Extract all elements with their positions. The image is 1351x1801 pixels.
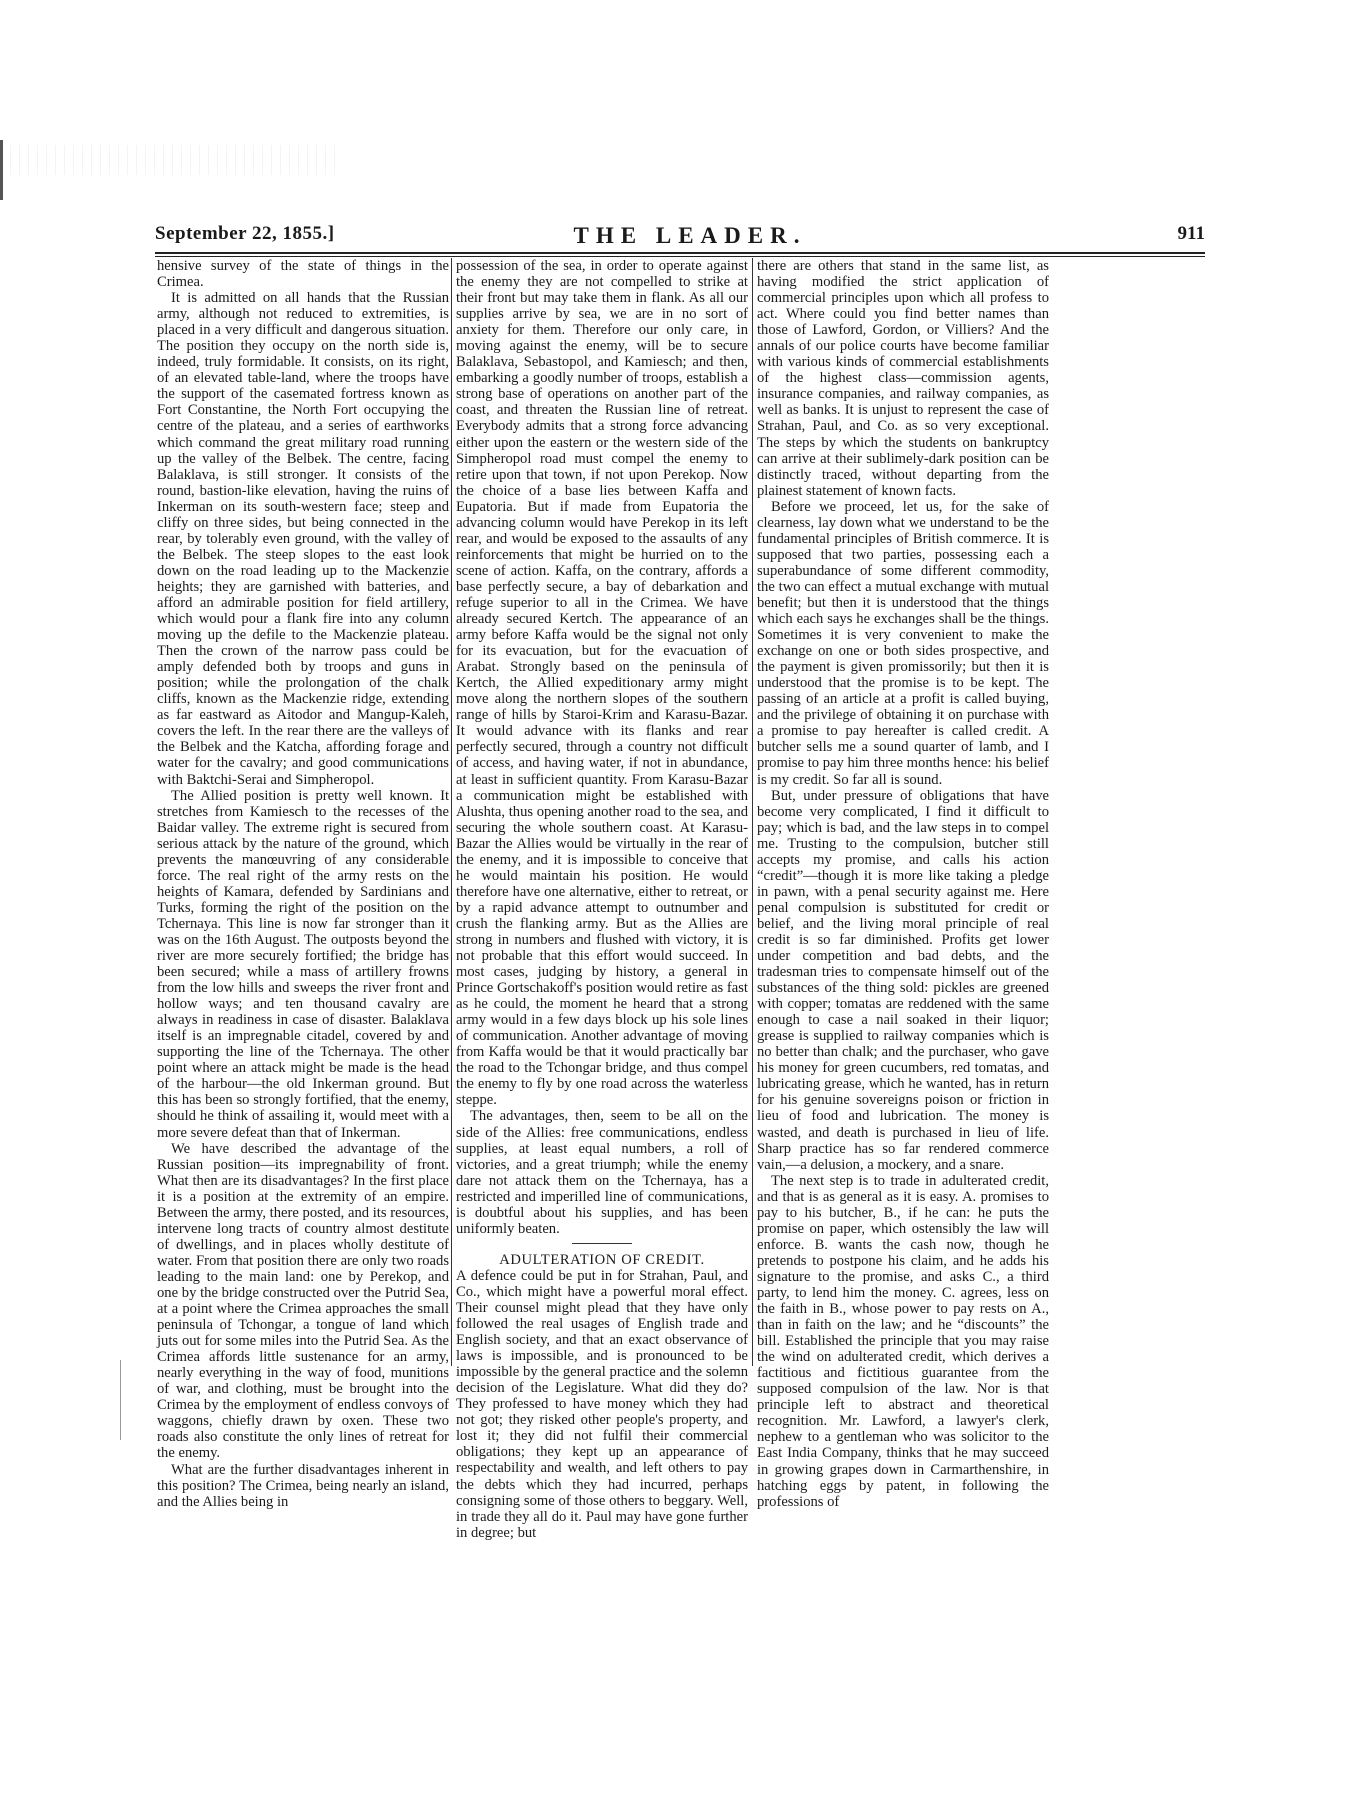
page-number: 911 <box>1177 223 1205 244</box>
header-rule <box>155 252 1205 254</box>
paragraph: A defence could be put in for Strahan, Paul, and Co., which might have a powerful moral effect. Their counsel might plead that they have only followed the real usages of English trade and English society, and that an exact observance of laws is impossible, and is pronounced to be impossible by the general practice and the solemn decision of the Legislature. What did they do? They professed to have money which they had not got; they risked other people's property, and lost it; they did not fulfil their commercial obligations; they kept up an appearance of respectability and wealth, and left others to pay the debts which they had incurred, perhaps consigning some of those others to beggary. Well, in trade they all do it. Paul may have gone further in degree; but <box>456 1267 748 1541</box>
paragraph: We have described the advantage of the Russian position—its impregnability of front. What then are its disadvantages? In the first place it is a position at the extremity of an empire. Between the army, there posted, and its resources, intervene long tracts of country almost destitute of dwellings, and in places wholly destitute of water. From that position there are only two roads leading to the main land: one by Perekop, and one by the bridge constructed over the Putrid Sea, at a point where the Crimea approaches the small peninsula of Tchongar, a tongue of land which juts out for some miles into the Putrid Sea. As the Crimea affords little sustenance for an army, nearly everything in the way of food, munitions of war, and clothing, must be brought into the Crimea by the employment of endless convoys of waggons, chiefly drawn by oxen. These two roads also constitute the only lines of retreat for the enemy. <box>157 1140 449 1462</box>
publication-title: THE LEADER. <box>573 223 807 248</box>
paragraph: hensive survey of the state of things in the Crimea. <box>157 258 449 291</box>
paragraph: It is admitted on all hands that the Russian army, although not reduced to extremities, is placed in a very difficult and dangerous situation. The position they occupy on the north side is, indeed, truly formidable. It consists, on its right, of an elevated table-land, where the troops have the support of the casemated fortress known as Fort Constantine, the North Fort occupying the centre of the plateau, and a series of earthworks which command the great military road running up the valley of the Belbek. The centre, facing Balaklava, is still stronger. It consists of the round, bastion-like elevation, having the ruins of Inkerman on its south-western face; steep and cliffy on three sides, but being connected in the rear, by tolerably even ground, with the valley of the Belbek. The steep slopes to the east look down on the road leading up to the Mackenzie heights; they are garnished with batteries, and afford an admirable position for field artillery, which would pour a flank fire into any column moving up the defile to the Mackenzie plateau. Then the crown of the narrow pass could be amply defended both by troops and guns in position; while the prolongation of the chalk cliffs, known as the Mackenzie ridge, extending as far eastward as Aitodor and Mangup-Kaleh, covers the left. In the rear there are the valleys of the Belbek and the Katcha, affording forage and water for the cavalry; and good communications with Baktchi-Serai and Simpheropol. <box>157 290 449 788</box>
paragraph: The advantages, then, seem to be all on the side of the Allies: free communications, endless supplies, at least equal numbers, a roll of victories, and a great triumph; while the enemy dare not attack them on the Tchernaya, has a restricted and imperilled line of communications, is doubtful about his supplies, and has been uniformly beaten. <box>456 1108 748 1237</box>
paragraph: But, under pressure of obligations that have become very complicated, I find it difficult to pay; which is bad, and the law steps in to compel me. Trusting to the compulsion, butcher still accepts my promise, and calls his action “credit”—though it is more like taking a pledge in pawn, with a penal security against me. Here penal compulsion is substituted for credit or belief, and the living moral principle of real credit is so far diminished. Profits get lower under competition and bad debts, and the tradesman tries to compensate himself out of the substances of the thing sold: pickles are greened with copper; tomatas are reddened with the same enough to case a nail soaked in their liquor; grease is supplied to railway companies which is no better than chalk; and the purchaser, who gave his money for green cucumbers, red tomatas, and lubricating grease, which he wanted, has in return for his genuine sovereigns poison or friction in lieu of food and lubrication. The money is wasted, and death is purchased in lieu of life. Sharp practice has so far rendered commerce vain,—a delusion, a mockery, and a snare. <box>757 787 1049 1173</box>
scan-noise <box>10 145 340 175</box>
paragraph: The Allied position is pretty well known. It stretches from Kamiesch to the recesses of the Baidar valley. The extreme right is secured from serious attack by the nature of the ground, which prevents the manœuvring of any considerable force. The real right of the army rests on the heights of Kamara, defended by Sardinians and Turks, forming the right of the position on the Tchernaya. This line is now far stronger than it was on the 16th August. The outposts beyond the river are more securely fortified; the bridge has been secured; while a mass of artillery frowns from the low hills and sweeps the river front and hollow ways; and ten thousand cavalry are always in readiness in case of disaster. Balaklava itself is an impregnable citadel, covered by and supporting the line of the Tchernaya. The other point where an attack might be made is the head of the harbour—the old Inkerman ground. But this has been so strongly fortified, that the enemy, should he think of assailing it, would meet with a more severe defeat than that of Inkerman. <box>157 787 449 1141</box>
header-date: September 22, 1855.] <box>155 223 335 244</box>
column-divider <box>451 258 452 1366</box>
header-rule-thin <box>155 256 1205 257</box>
running-header <box>155 223 1205 249</box>
section-rule <box>572 1243 632 1244</box>
section-heading: ADULTERATION OF CREDIT. <box>499 1251 705 1268</box>
paragraph: What are the further disadvantages inherent in this position? The Crimea, being nearly an island, and the Allies being in <box>157 1461 449 1510</box>
paragraph: there are others that stand in the same list, as having modified the strict application of commercial principles upon which all profess to act. Where could you find better names than those of Lawford, Gordon, or Villiers? And the annals of our police courts have become familiar with various kinds of commercial establishments of the highest class—commission agents, insurance companies, and railway companies, as well as banks. It is unjust to represent the case of Strahan, Paul, and Co. as so very exceptional. The steps by which the students on bankruptcy can arrive at their sublimely-dark position can be distinctly traced, without departing from the plainest statement of known facts. <box>757 258 1049 499</box>
scan-edge-mark <box>0 140 3 200</box>
paragraph: Before we proceed, let us, for the sake of clearness, lay down what we understand to be the fundamental principles of British commerce. It is supposed that two parties, possessing each a superabundance of some different commodity, the two can effect a mutual exchange with mutual benefit; but then it is understood that the things which each says he exchanges shall be the things. Sometimes it is very convenient to make the exchange on one or both sides prospective, and the payment is given promissorily; but then it is understood that the promise is to be kept. The passing of an article at a profit is called buying, and the privilege of obtaining it on purchase with a promise to pay hereafter is called credit. A butcher sells me a sound quarter of lamb, and I promise to pay him three months hence: his belief is my credit. So far all is sound. <box>757 498 1049 788</box>
paragraph: possession of the sea, in order to operate against the enemy they are not compelled to strike at their front but may take them in flank. As all our supplies arrive by sea, we are in no sort of anxiety for them. Therefore our only care, in moving against the enemy, will be to secure Balaklava, Sebastopol, and Kamiesch; and then, embarking a goodly number of troops, establish a strong base of operations on another part of the coast, and threaten the Russian line of retreat. Everybody admits that a strong force advancing either upon the eastern or the western side of the Simpheropol road must compel the enemy to retire upon that town, if not upon Perekop. Now the choice of a base lies between Kaffa and Eupatoria. But if made from Eupatoria the advancing column would have Perekop in its left rear, and would be exposed to the assaults of any reinforcements that might be hurried on to the scene of action. Kaffa, on the contrary, affords a base perfectly secure, a bay of debarkation and refuge superior to all in the Crimea. We have already secured Kertch. The appearance of an army before Kaffa would be the signal not only for its evacuation, but for the evacuation of Arabat. Strongly based on the peninsula of Kertch, the Allied expeditionary army might move along the northern slopes of the southern range of hills by Staroi-Krim and Karasu-Bazar. It would advance with its flanks and rear perfectly secured, through a country not difficult of access, and having water, if not in abundance, at least in sufficient quantity. From Karasu-Bazar a communication might be established with Alushta, thus opening another road to the sea, and securing the whole southern coast. At Karasu-Bazar the Allies would be virtually in the rear of the enemy, and it is impossible to conceive that he would maintain his position. He would therefore have one alternative, either to retreat, or by a rapid advance attempt to outnumber and crush the flanking army. But as the Allies are strong in numbers and flushed with victory, it is not probable that this effort would succeed. In most cases, judging by history, a general in Prince Gortschakoff's position would retire as fast as he could, the moment he heard that a strong army would in a few days block up his sole lines of communication. Another advantage of moving from Kaffa would be that it would practically bar the road to the Tchongar bridge, and thus compel the enemy to fly by one road across the waterless steppe. <box>456 258 748 1109</box>
column-divider <box>752 258 753 1366</box>
paragraph: The next step is to trade in adulterated credit, and that is as general as it is easy. A. promises to pay to his butcher, B., if he can: he puts the promise on paper, which ostensibly the law will enforce. B. wants the cash now, though he pretends to postpone his claim, and he adds his signature to the promise, and asks C., a third party, to lend him the money. C. agrees, less on the faith in B., whose power to pay rests on A., than in faith on the law; and he “discounts” the bill. Established the principle that you may raise the wind on adulterated credit, which derives a factitious and fictitious guarantee from the supposed compulsion of the law. Nor is that principle left to abstract and theoretical recognition. Mr. Lawford, a lawyer's clerk, nephew to a gentleman who was solicitor to the East India Company, thinks that he may succeed in growing grapes down in Carmarthenshire, in hatching eggs by patent, in following the professions of <box>757 1172 1049 1510</box>
column-2 <box>456 258 748 1541</box>
column-3 <box>757 258 1049 1510</box>
column-1 <box>157 258 449 1510</box>
margin-mark <box>120 1360 121 1440</box>
